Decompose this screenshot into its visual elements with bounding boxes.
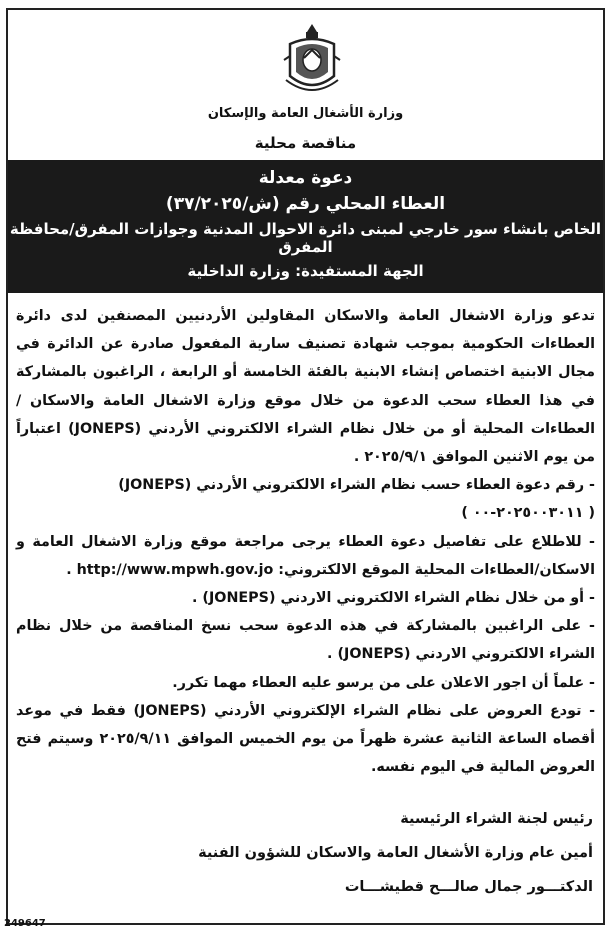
ministry-name: وزارة الأشغال العامة والإسكان: [207, 106, 404, 121]
title-project: الخاص بانشاء سور خارجي لمبنى دائرة الاحوال المدنية وجوازات المفرق/محافظة المفرق: [9, 220, 602, 256]
tender-type: مناقصة محلية: [254, 134, 357, 152]
title-modified-invitation: دعوة معدلة: [258, 168, 353, 188]
paragraph-website: - للاطلاع على تفاصيل دعوة العطاء يرجى مراجعة موقع وزارة الاشغال العامة و الاسكان/العطاءات المحلية الموقع الالكتروني: http://www.mpwh.gov.jo .: [16, 533, 595, 578]
paragraph-joneps-option: - أو من خلال نظام الشراء الالكتروني الاردني (JONEPS) .: [192, 590, 595, 607]
signature-name: الدكتـــور جمال صالـــح قطيشـــات: [344, 879, 593, 895]
paragraph-joneps-number: - رقم دعوة العطاء حسب نظام الشراء الالكتروني الأردني (JONEPS): [118, 477, 595, 494]
paragraph-ad-fees: - علماً أن اجور الاعلان على من يرسو عليه العطاء مهما تكرر.: [172, 674, 595, 691]
title-beneficiary: الجهة المستفيدة: وزارة الداخلية: [187, 262, 424, 280]
signature-position: أمين عام وزارة الأشغال العامة والاسكان للشؤون الفنية: [198, 845, 593, 861]
signature-block: [198, 802, 593, 904]
tender-notice: [6, 8, 605, 925]
notice-body: [16, 302, 595, 781]
joneps-number: ( ٢٠٢٥٠٠٣٠١١-٠٠ ): [461, 505, 595, 522]
paragraph-download: - على الراغبين بالمشاركة في هذه الدعوة سحب نسخ المناقصة من خلال نظام الشراء الالكتروني الاردني (JONEPS) .: [16, 618, 595, 663]
title-band: [8, 160, 603, 293]
notice-header: [8, 10, 603, 160]
reference-number: 249647: [4, 918, 46, 929]
title-tender-number: العطاء المحلي رقم (ش/٣٧/٢٠٢٥): [165, 194, 446, 214]
jordan-coat-of-arms-icon: [280, 20, 344, 100]
paragraph-invitation: تدعو وزارة الاشغال العامة والاسكان المقاولين الأردنيين المصنفين لدى دائرة العطاءات الحكومية بموجب شهادة تصنيف سارية المفعول صادرة عن الدائرة في مجال الابنية اختصاص إنشاء الابنية بالفئة الخامسة أو الرابعة ، الراغبون بالمشاركة في هذا العطاء سحب الدعوة من خلال موقع وزارة الاشغال العامة والاسكان / العطاءات المحلية أو من خلال نظام الشراء الالكتروني الأردني (JONEPS) اعتباراً من يوم الاثنين الموافق ٢٠٢٥/٩/١ .: [16, 308, 595, 466]
signature-title: رئيس لجنة الشراء الرئيسية: [400, 811, 593, 827]
paragraph-submission: - تودع العروض على نظام الشراء الإلكتروني الأردني (JONEPS) فقط في موعد أقصاه الساعة الثانية عشرة ظهراً من يوم الخميس الموافق ٢٠٢٥/٩/١١ وسيتم فتح العروض المالية في اليوم نفسه.: [16, 702, 596, 776]
